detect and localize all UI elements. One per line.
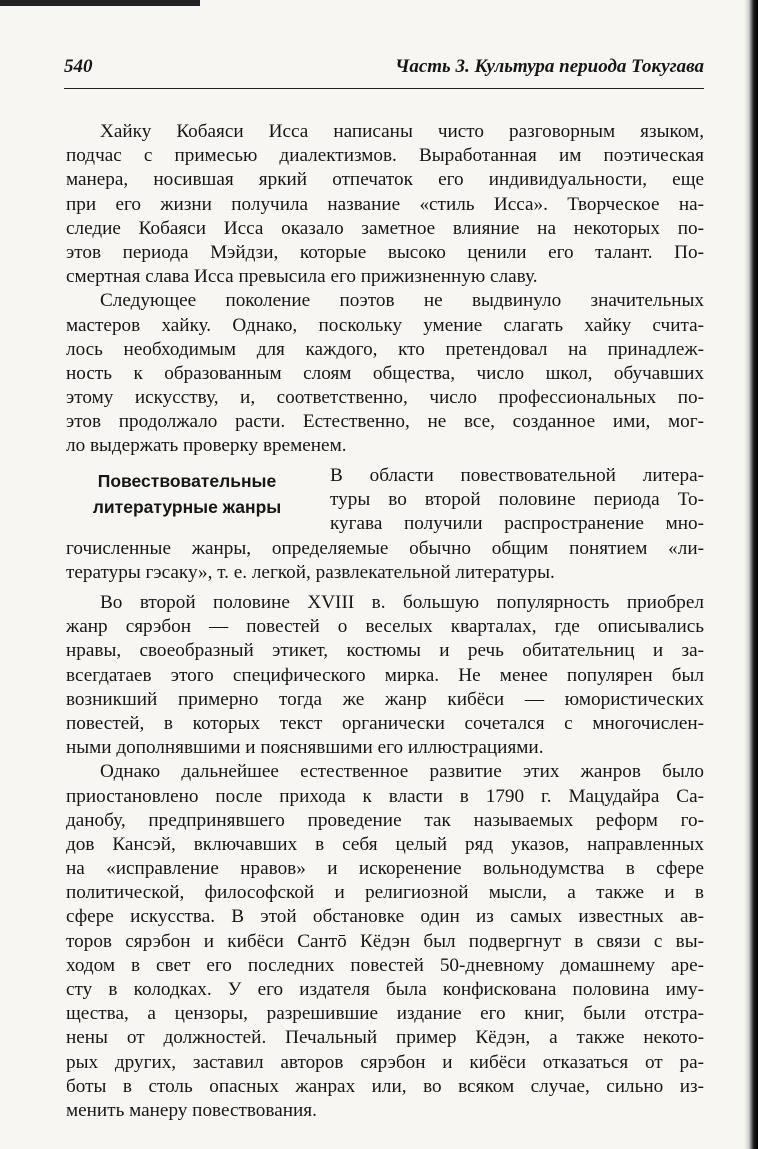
section-heading [68,468,306,520]
text-line: возникший примерно тогда же жанр кибёси — юмористических [66,688,704,710]
paragraph-4 [66,591,704,760]
text-line: приостановлено после прихода к власти в 1790 г. Мацудайра Са- [66,785,704,807]
scan-edge-top [0,0,200,6]
text-line: менить манеру повествования. [66,1099,317,1121]
text-line: нены от должностей. Печальный пример Кёдэн, а также некото- [66,1027,704,1049]
text-line: всегдатаев этого специфического мирка. Не менее популярен был [66,664,704,686]
text-line: Однако дальнейшее естественное развитие этих жанров было [100,761,704,783]
header-rule [64,88,704,89]
text-line: тературы гэсаку», т. е. легкой, развлекательной литературы. [66,562,555,584]
section-heading-line: литературные жанры [92,497,282,517]
text-line: лось необходимым для каждого, кто претендовал на принадлеж- [66,338,704,360]
text-line: ными дополнявшими и пояснявшими его иллюстрациями. [66,737,544,759]
text-line: следие Кобаяси Исса оказало заметное влияние на некоторых по- [66,217,704,239]
text-line: ность к образованным слоям общества, число школ, обучавших [66,362,704,384]
paragraph-2 [66,289,704,458]
text-line: туры во второй половине периода То- [330,489,704,511]
text-line: жанр сярэбон — повестей о веселых кварталах, где описывались [66,616,704,638]
paragraphs-1-2 [66,120,704,459]
paragraph-3-continued [66,537,704,585]
text-line: рых других, заставил авторов сярэбон и кибёси отказаться от ра- [66,1051,704,1073]
text-line: повестей, в которых текст органически сочетался с многочислен- [66,712,704,734]
text-line: торов сярэбон и кибёси Сантō Кёдэн был подвергнут в связи с вы- [66,930,704,952]
text-line: щества, а цензоры, разрешившие издание его книг, были отстра- [66,1003,704,1025]
scan-edge-right [744,0,758,1149]
page-number: 540 [64,56,93,77]
text-line: на «исправление нравов» и искоренение вольнодумства в сфере [66,858,704,880]
text-line: ло выдержать проверку временем. [66,435,347,457]
paragraph-5 [66,760,704,1123]
page-header [64,56,704,90]
text-line: смертная слава Исса превысила его прижизненную славу. [66,266,538,288]
text-line: данобу, предпринявшего проведение так называемых реформ го- [66,809,704,831]
text-line: Во второй половине XVIII в. большую популярность приобрел [100,592,704,613]
section-heading-line: Повествовательные [97,471,277,491]
paragraphs-4-5 [66,591,704,1123]
running-title: Часть 3. Культура периода Токугава [395,56,704,77]
text-line: В области повествовательной литера- [330,465,704,486]
text-line: подчас с примесью диалектизмов. Выработанная им поэтическая [66,145,704,167]
text-line: ходом в свет его последних повестей 50-дневному домашнему аре- [66,954,704,976]
text-line: при его жизни получила название «стиль Исса». Творческое на- [66,193,704,215]
paragraph-3-wrapped [330,464,704,537]
text-line: боты в столь опасных жанрах или, во всяком случае, сильно из- [66,1075,704,1097]
paragraph-1 [66,120,704,289]
text-line: политической, философской и религиозной мысли, а также и в [66,882,704,904]
text-line: нравы, своеобразный этикет, костюмы и речь обитательниц и за- [66,640,704,662]
text-line: мастеров хайку. Однако, поскольку умение слагать хайку счита- [66,314,704,336]
text-line: этов продолжало расти. Естественно, не все, созданное ими, мог- [66,411,704,433]
text-line: дов Кансэй, включавших в себя целый ряд указов, направленных [66,833,704,855]
text-line: Следующее поколение поэтов не выдвинуло значительных [100,290,704,312]
text-line: манера, носившая яркий отпечаток его индивидуальности, еще [66,169,704,191]
text-line: этов периода Мэйдзи, которые высоко ценили его талант. По- [66,241,704,263]
text-line: кугава получили распространение мно- [330,513,704,535]
text-line: сту в колодках. У его издателя была конфискована половина иму- [66,979,704,1000]
text-line: сфере искусства. В этой обстановке один из самых известных ав- [66,906,704,928]
text-line: этому искусству, и, соответственно, число профессиональных по- [66,387,704,409]
text-line: Хайку Кобаяси Исса написаны чисто разговорным языком, [100,121,704,142]
text-line: гочисленные жанры, определяемые обычно общим понятием «ли- [66,538,704,559]
